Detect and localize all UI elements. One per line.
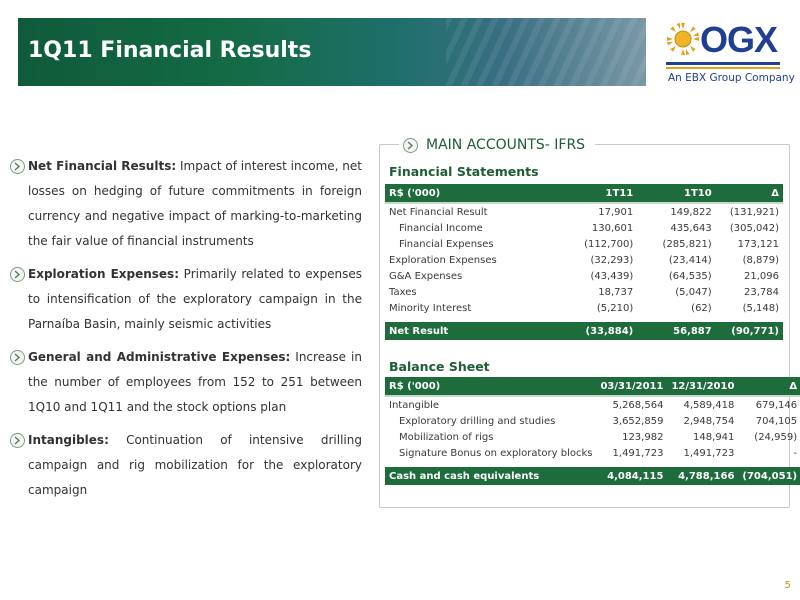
- row-label: Net Financial Result: [389, 206, 488, 218]
- bullet-label: Net Financial Results:: [28, 159, 177, 173]
- bullet-item: [10, 345, 362, 420]
- cell-value: 148,941: [693, 431, 735, 443]
- cell-value: (285,821): [662, 238, 712, 250]
- column-header: 1T11: [559, 184, 637, 203]
- column-header: Δ: [738, 377, 800, 396]
- table-header-row: [385, 184, 783, 203]
- table-row: [385, 284, 783, 300]
- bullet-text: Increase in the number of employees from 152 to 251 between 1Q10 and 1Q11 and the stock options plan: [28, 350, 362, 414]
- table-row: [385, 203, 783, 220]
- total-row: [385, 322, 783, 340]
- column-header: 12/31/2010: [667, 377, 738, 396]
- row-label: Financial Income: [399, 222, 483, 234]
- row-label: Exploratory drilling and studies: [399, 415, 556, 427]
- logo-wordmark: OGX: [700, 19, 778, 60]
- cell-value: 149,822: [670, 206, 712, 218]
- row-label: Signature Bonus on exploratory blocks: [399, 447, 593, 459]
- table-row: [385, 445, 800, 461]
- table-row: [385, 396, 800, 413]
- financial-statements-title: Financial Statements: [389, 164, 539, 179]
- bullet-item: [10, 154, 362, 254]
- header-banner: [18, 18, 646, 86]
- balance-sheet-title: Balance Sheet: [389, 359, 490, 374]
- row-label: Taxes: [389, 286, 417, 298]
- panel-title: MAIN ACCOUNTS- IFRS: [426, 137, 586, 153]
- cell-value: 4,084,115: [596, 467, 667, 485]
- cell-value: -: [793, 447, 798, 459]
- cell-value: 5,268,564: [612, 399, 664, 411]
- panel-header: [399, 134, 595, 156]
- cell-value: 173,121: [737, 238, 779, 250]
- row-label: Net Result: [385, 322, 559, 340]
- column-header: 03/31/2011: [596, 377, 667, 396]
- cell-value: (24,959): [754, 431, 798, 443]
- table-row: [385, 413, 800, 429]
- logo-subtitle: An EBX Group Company: [668, 72, 795, 84]
- bullet-item: [10, 262, 362, 337]
- column-header: R$ ('000): [385, 184, 559, 203]
- row-label: Cash and cash equivalents: [385, 467, 596, 485]
- cell-value: (32,293): [590, 254, 634, 266]
- cell-value: (62): [691, 302, 712, 314]
- chevron-right-icon: [10, 159, 25, 174]
- bullet-text: Impact of interest income, net losses on hedging of future commitments in foreign currency and negative impact of marking-to-marketing the fair value of financial instruments: [28, 159, 362, 248]
- cell-value: (90,771): [716, 322, 783, 340]
- cell-value: 4,788,166: [667, 467, 738, 485]
- cell-value: (131,921): [729, 206, 779, 218]
- chevron-right-icon: [10, 350, 25, 365]
- table-row: [385, 236, 783, 252]
- table-row: [385, 300, 783, 316]
- row-label: Minority Interest: [389, 302, 472, 314]
- row-label: Exploration Expenses: [389, 254, 497, 266]
- cell-value: (112,700): [584, 238, 634, 250]
- column-header: Δ: [716, 184, 783, 203]
- cell-value: 56,887: [637, 322, 715, 340]
- page-title: 1Q11 Financial Results: [28, 38, 312, 63]
- row-label: Mobilization of rigs: [399, 431, 494, 443]
- cell-value: (8,879): [742, 254, 779, 266]
- cell-value: (305,042): [729, 222, 779, 234]
- cell-value: 1,491,723: [683, 447, 735, 459]
- table-row: [385, 429, 800, 445]
- cell-value: 17,901: [598, 206, 634, 218]
- cell-value: 21,096: [744, 270, 779, 282]
- cell-value: 123,982: [622, 431, 664, 443]
- chevron-right-icon: [10, 267, 25, 282]
- cell-value: 23,784: [744, 286, 779, 298]
- chevron-right-icon: [10, 433, 25, 448]
- bullet-label: Intangibles:: [28, 433, 109, 447]
- table-row: [385, 268, 783, 284]
- cell-value: (5,210): [596, 302, 634, 314]
- cell-value: 130,601: [591, 222, 634, 234]
- cell-value: 2,948,754: [683, 415, 735, 427]
- column-header: 1T10: [637, 184, 715, 203]
- cell-value: (43,439): [590, 270, 634, 282]
- cell-value: (64,535): [668, 270, 712, 282]
- page-number: 5: [784, 580, 791, 591]
- cell-value: (704,051): [738, 467, 800, 485]
- chevron-right-icon: [403, 138, 418, 153]
- cell-value: 1,491,723: [612, 447, 664, 459]
- table-row: [385, 220, 783, 236]
- financial-statements-table: [385, 184, 783, 340]
- bullet-item: [10, 428, 362, 503]
- sun-icon: [666, 22, 700, 56]
- row-label: Intangible: [389, 399, 440, 411]
- bullet-text: Primarily related to expenses to intensification of the exploratory campaign in the Parnaíba Basin, mainly seismic activities: [28, 267, 362, 331]
- total-row: [385, 467, 800, 485]
- balance-sheet-table: [385, 377, 800, 485]
- row-label: G&A Expenses: [389, 270, 463, 282]
- table-header-row: [385, 377, 800, 396]
- bullet-text: Continuation of intensive drilling campaign and rig mobilization for the exploratory campaign: [28, 433, 362, 497]
- cell-value: 704,105: [755, 415, 798, 427]
- table-row: [385, 252, 783, 268]
- ogx-logo: [664, 18, 795, 90]
- cell-value: (5,148): [742, 302, 779, 314]
- bullet-list: [10, 154, 362, 511]
- logo-divider: [666, 62, 780, 65]
- cell-value: (23,414): [668, 254, 712, 266]
- cell-value: (33,884): [559, 322, 637, 340]
- cell-value: 3,652,859: [612, 415, 664, 427]
- row-label: Financial Expenses: [399, 238, 494, 250]
- bullet-label: General and Administrative Expenses:: [28, 350, 291, 364]
- cell-value: 18,737: [598, 286, 634, 298]
- bullet-label: Exploration Expenses:: [28, 267, 179, 281]
- cell-value: 435,643: [670, 222, 712, 234]
- column-header: R$ ('000): [385, 377, 596, 396]
- cell-value: 4,589,418: [683, 399, 735, 411]
- logo-divider-accent: [666, 67, 780, 69]
- cell-value: 679,146: [755, 399, 798, 411]
- cell-value: (5,047): [675, 286, 712, 298]
